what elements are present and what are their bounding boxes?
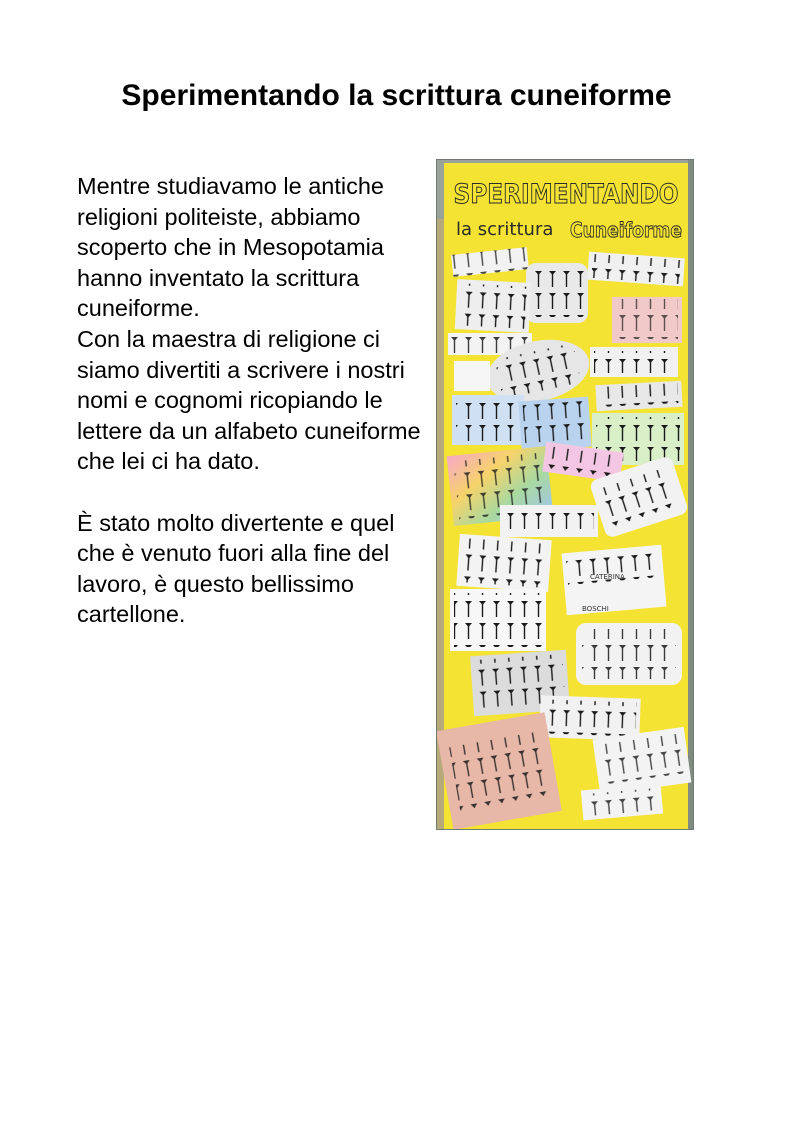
paragraph-gap <box>77 477 429 508</box>
poster-heading-1: SPERIMENTANDO <box>453 179 679 210</box>
page-title: Sperimentando la scrittura cuneiforme <box>121 79 672 112</box>
body-text <box>77 171 429 630</box>
poster-illustration <box>436 159 694 830</box>
poster-photo <box>436 159 694 830</box>
poster-name-1: CATERINA <box>590 573 625 581</box>
poster-name-2: BOSCHI <box>582 605 609 613</box>
poster-heading-2a: la scrittura <box>456 219 554 240</box>
paragraph-1: Mentre studiavamo le antiche religioni politeiste, abbiamo scoperto che in Mesopotamia hanno inventato la scrittura cuneiforme. <box>77 173 384 322</box>
poster-heading-2b: Cuneiforme <box>570 218 682 242</box>
paragraph-3: È stato molto divertente e quel che è venuto fuori alla fine del lavoro, è questo bellissimo cartellone. <box>77 509 395 628</box>
paragraph-2: Con la maestra di religione ci siamo divertiti a scrivere i nostri nomi e cognomi ricopiando le lettere da un alfabeto cuneiforme che lei ci ha dato. <box>77 325 421 475</box>
